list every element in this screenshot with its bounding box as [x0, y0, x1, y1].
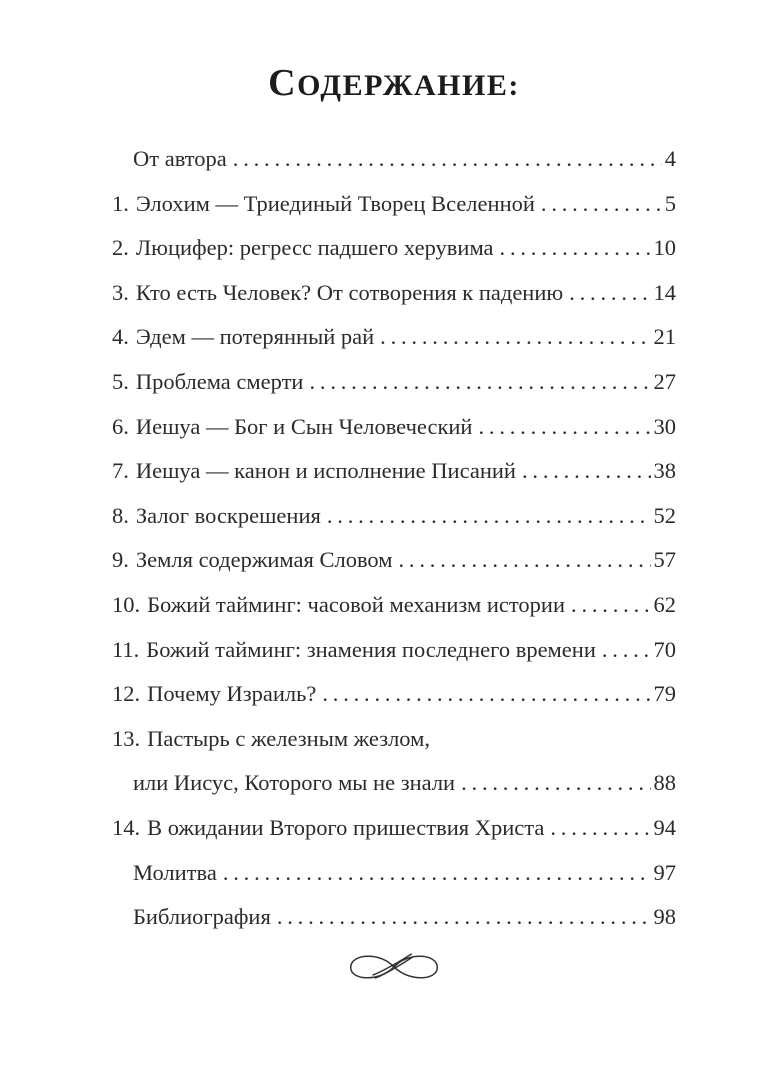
toc-entry: [112, 271, 676, 316]
dot-leader: [271, 895, 651, 940]
entry-page: 14: [653, 279, 676, 305]
toc-entry: [112, 717, 676, 762]
dot-leader: [563, 271, 650, 316]
entry-page: 30: [653, 413, 676, 439]
toc-entry: [112, 538, 676, 583]
entry-label: Люцифер: регресс падшего херувима: [135, 235, 494, 261]
entry-number: 2.: [112, 235, 129, 261]
entry-label: Почему Израиль?: [147, 681, 317, 707]
entry-number: 1.: [112, 190, 129, 216]
entry-page: 57: [653, 547, 676, 573]
toc-entry: [112, 182, 676, 227]
entry-label: Молитва: [133, 859, 217, 885]
toc-entry: [112, 851, 676, 896]
dot-leader: [316, 672, 650, 717]
dot-leader: [303, 360, 650, 405]
dot-leader: [544, 806, 650, 851]
page-title: СОДЕРЖАНИЕ:: [268, 62, 520, 104]
entry-label: В ожидании Второго пришествия Христа: [147, 814, 545, 840]
entry-number: 4.: [112, 324, 129, 350]
entry-page: 97: [653, 859, 676, 885]
entry-number: 7.: [112, 458, 129, 484]
toc-entry: [112, 761, 676, 806]
entry-label: или Иисус, Которого мы не знали: [133, 770, 456, 796]
toc-entry: [112, 494, 676, 539]
toc-entry: [112, 583, 676, 628]
entry-label: Элохим — Триединый Творец Вселенной: [135, 190, 535, 216]
entry-label: Проблема смерти: [135, 368, 304, 394]
entry-number: 14.: [112, 814, 141, 840]
entry-label: Эдем — потерянный рай: [135, 324, 375, 350]
entry-number: 8.: [112, 502, 129, 528]
toc-entry: [112, 137, 676, 182]
entry-page: 79: [653, 681, 676, 707]
dot-leader: [535, 182, 662, 227]
entry-page: 52: [653, 502, 676, 528]
toc-entry: [112, 895, 676, 940]
entry-page: 21: [653, 324, 676, 350]
entry-number: 10.: [112, 591, 141, 617]
entry-label: Земля содержимая Словом: [135, 547, 393, 573]
entry-page: 62: [653, 591, 676, 617]
entry-number: 11.: [112, 636, 140, 662]
flourish-icon: [338, 944, 450, 994]
entry-number: 5.: [112, 368, 129, 394]
entry-number: 9.: [112, 547, 129, 573]
dot-leader: [217, 851, 651, 896]
dot-leader: [455, 761, 650, 806]
toc-entry: [112, 449, 676, 494]
entry-number: 6.: [112, 413, 129, 439]
entry-number: 12.: [112, 681, 141, 707]
toc-entry: [112, 405, 676, 450]
entry-label: Божий тайминг: часовой механизм истории: [147, 591, 566, 617]
entry-page: 70: [653, 636, 676, 662]
entry-label: Иешуа — канон и исполнение Писаний: [135, 458, 516, 484]
dot-leader: [374, 315, 650, 360]
toc-list: [112, 137, 676, 940]
toc-entry: [112, 628, 676, 673]
dot-leader: [596, 628, 651, 673]
toc-entry: [112, 672, 676, 717]
entry-page: 88: [653, 770, 676, 796]
entry-label: Пастырь с железным жезлом,: [147, 725, 430, 751]
entry-page: 94: [653, 814, 676, 840]
entry-label: Залог воскрешения: [135, 502, 321, 528]
dot-leader: [430, 717, 676, 762]
flourish-ornament: [112, 944, 676, 994]
dot-leader: [516, 449, 651, 494]
dot-leader: [393, 538, 651, 583]
dot-leader: [321, 494, 651, 539]
entry-page: 10: [653, 235, 676, 261]
entry-number: 13.: [112, 725, 141, 751]
toc-entry: [112, 226, 676, 271]
toc-entry: [112, 315, 676, 360]
entry-label: Божий тайминг: знамения последнего времени: [146, 636, 596, 662]
entry-label: Иешуа — Бог и Сын Человеческий: [135, 413, 473, 439]
dot-leader: [494, 226, 651, 271]
entry-number: 3.: [112, 279, 129, 305]
entry-label: Кто есть Человек? От сотворения к падению: [135, 279, 564, 305]
dot-leader: [227, 137, 662, 182]
entry-page: 27: [653, 368, 676, 394]
dot-leader: [472, 405, 650, 450]
entry-label: От автора: [133, 146, 227, 171]
dot-leader: [565, 583, 650, 628]
toc-entry: [112, 360, 676, 405]
entry-page: 5: [664, 190, 676, 216]
entry-label: Библиография: [133, 904, 271, 930]
entry-page: 98: [653, 904, 676, 930]
entry-page: 38: [653, 458, 676, 484]
entry-page: 4: [664, 146, 676, 171]
toc-entry: [112, 806, 676, 851]
